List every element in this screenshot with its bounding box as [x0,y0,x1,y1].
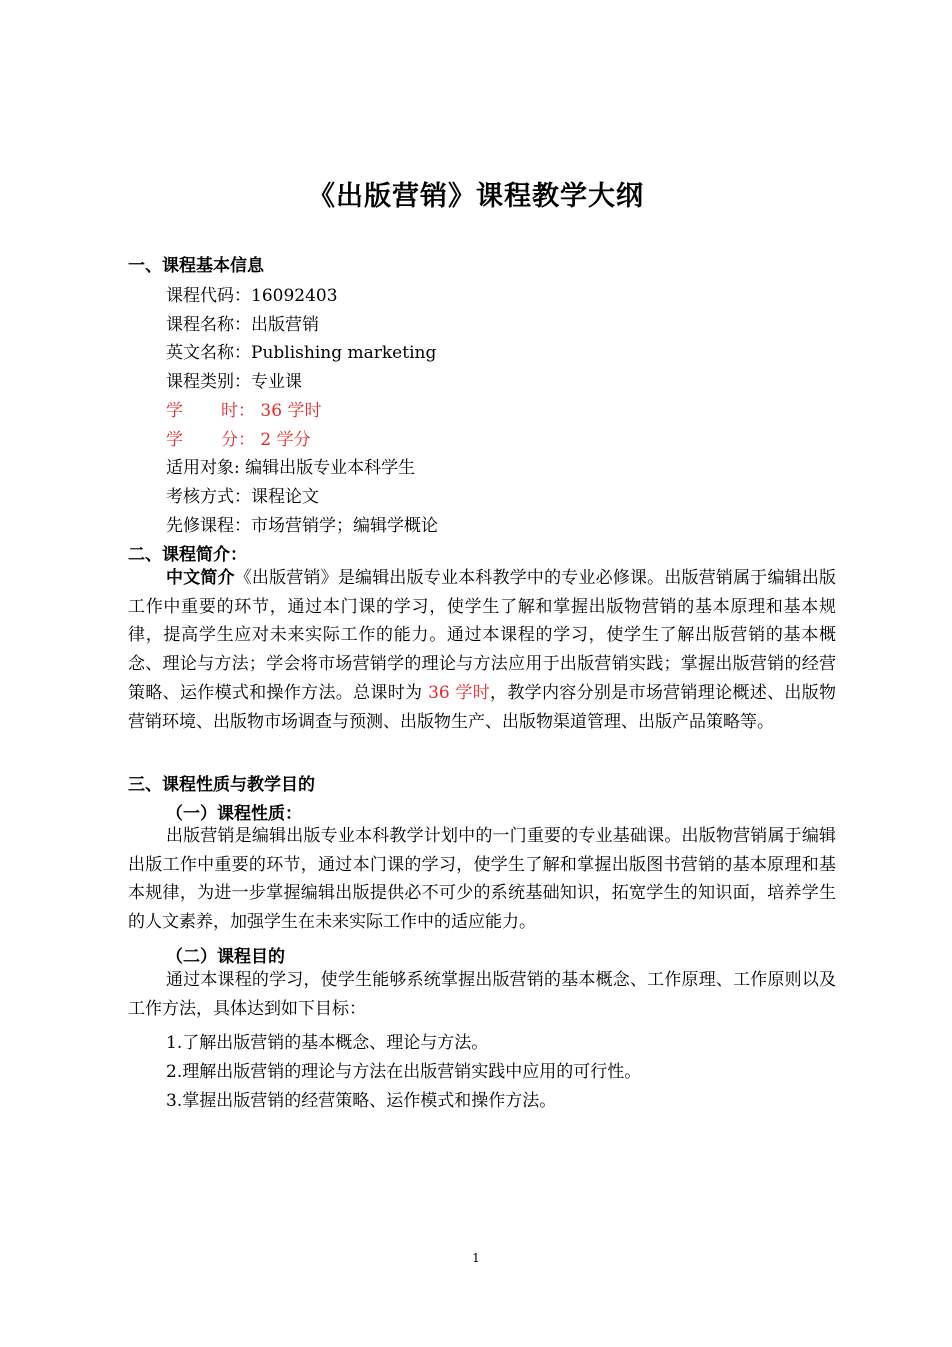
hours-label-b: 时： [221,401,255,421]
course-category: 课程类别：专业课 [166,372,302,392]
nature-heading: （一）课程性质： [166,804,302,824]
section3-heading: 三、课程性质与教学目的 [128,775,315,795]
intro-hours-highlight: 36 学时 [428,682,491,703]
credits-label-a: 学 [166,430,183,450]
course-assessment: 考核方式：课程论文 [166,487,319,507]
hours-value: 36 学时 [260,401,322,421]
credits-label-b: 分： [221,430,255,450]
course-credits [166,425,311,450]
purpose-paragraph: 通过本课程的学习，使学生能够系统掌握出版营销的基本概念、工作原理、工作原则以及工作方法，具体达到如下目标： [128,970,836,1019]
goal-item: 3.掌握出版营销的经营策略、运作模式和操作方法。 [166,1091,557,1111]
credits-value: 2 学分 [260,430,311,450]
goal-item: 2.理解出版营销的理论与方法在出版营销实践中应用的可行性。 [166,1062,642,1082]
intro-text-after: ，教学内容分别是市场营销理论概述、出版物营销环境、出版物市场调查与预测、出版物生产、出版物渠道管理、出版产品策略等。 [128,682,837,732]
goal-item: 1.了解出版营销的基本概念、理论与方法。 [166,1033,489,1053]
document-title: 《出版营销》课程教学大纲 [308,181,644,212]
intro-text-before: 《出版营销》是编辑出版专业本科教学中的专业必修课。出版营销属于编辑出版工作中重要的环节，通过本门课的学习，使学生了解和掌握出版物营销的基本原理和基本规律，提高学生应对未来实际工作的能力。通过本课程的学习，使学生了解出版营销的基本概念、理论与方法；学会将市场营销学的理论与方法应用于出版营销实践；掌握出版营销的经营策略、运作模式和操作方法。总课时为 [128,568,837,703]
course-intro-paragraph [128,564,836,736]
course-audience: 适用对象: 编辑出版专业本科学生 [166,458,416,478]
course-name: 课程名称：出版营销 [166,315,319,335]
page-number: 1 [472,1251,480,1265]
section2-heading: 二、课程简介： [128,545,247,565]
section1-heading: 一、课程基本信息 [128,256,264,276]
course-code: 课程代码：16092403 [166,286,338,306]
nature-paragraph: 出版营销是编辑出版专业本科教学计划中的一门重要的专业基础课。出版物营销属于编辑出版工作中重要的环节，通过本门课的学习，使学生了解和掌握出版图书营销的基本原理和基本规律，为进一步掌握编辑出版提供必不可少的系统基础知识，拓宽学生的知识面，培养学生的人文素养，加强学生在未来实际工作中的适应能力。 [128,826,836,933]
course-prerequisites: 先修课程：市场营销学；编辑学概论 [166,516,438,536]
course-hours [166,396,321,421]
hours-label-a: 学 [166,401,183,421]
intro-lead: 中文简介 [166,568,235,588]
purpose-heading: （二）课程目的 [166,947,285,967]
english-name: 英文名称：Publishing marketing [166,343,437,363]
